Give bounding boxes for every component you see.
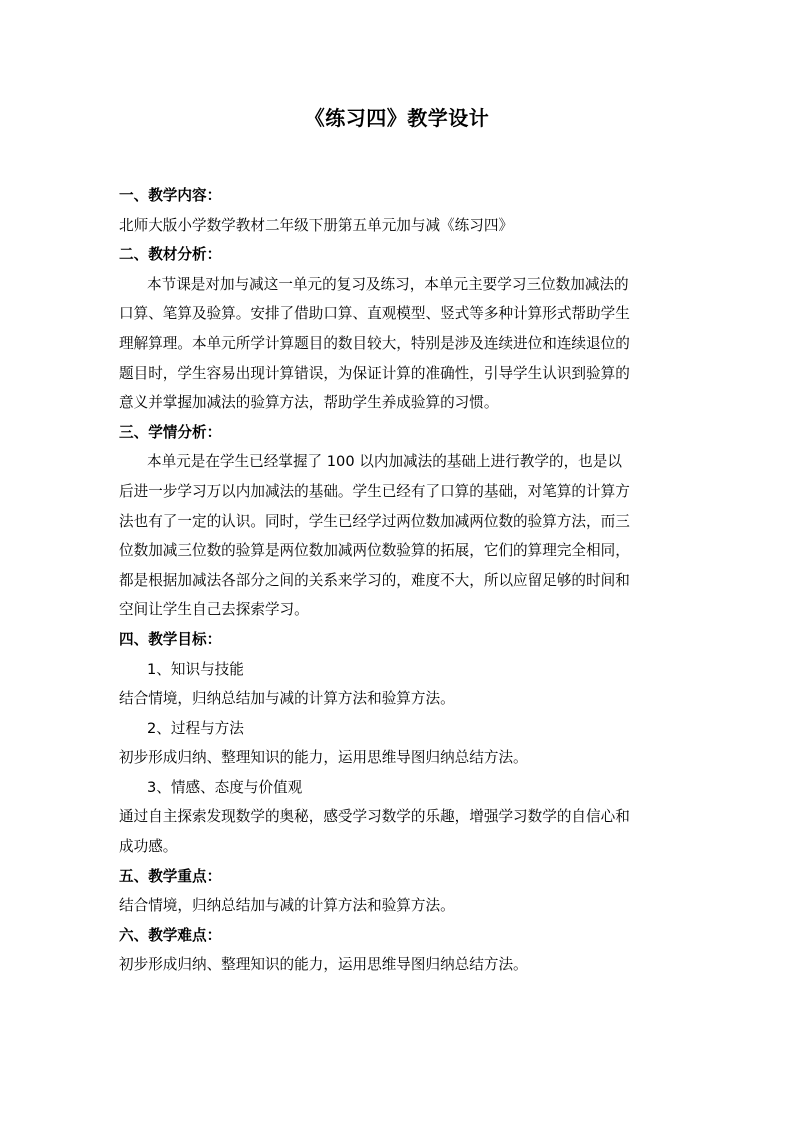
section-heading-objectives: 四、教学目标： [119, 630, 222, 648]
objective-subheading: 2、过程与方法 [147, 719, 244, 737]
document-body [119, 181, 679, 980]
objective-subheading: 1、知识与技能 [147, 660, 244, 678]
paragraph-line: 法也有了一定的认识。同时，学生已经学过两位数加减两位数的验算方法，而三 [119, 512, 630, 530]
paragraph-line: 空间让学生自己去探索学习。 [119, 601, 309, 619]
paragraph-line: 本单元是在学生已经掌握了 100 以内加减法的基础上进行教学的，也是以 [147, 453, 622, 471]
paragraph-line: 题目时，学生容易出现计算错误，为保证计算的准确性，引导学生认识到验算的 [119, 364, 630, 382]
paragraph-line: 后进一步学习万以内加减法的基础。学生已经有了口算的基础，对笔算的计算方 [119, 482, 630, 500]
section-heading-difficulties: 六、教学难点： [119, 926, 222, 944]
paragraph-line: 北师大版小学数学教材二年级下册第五单元加与减《练习四》 [119, 216, 514, 234]
paragraph-line: 意义并掌握加减法的验算方法，帮助学生养成验算的习惯。 [119, 394, 499, 412]
paragraph-line: 结合情境，归纳总结加与减的计算方法和验算方法。 [119, 897, 455, 915]
paragraph-line: 成功感。 [119, 838, 178, 856]
paragraph-line: 初步形成归纳、整理知识的能力，运用思维导图归纳总结方法。 [119, 956, 528, 974]
section-heading-key-points: 五、教学重点： [119, 867, 222, 885]
document-title: 《练习四》教学设计 [304, 106, 490, 130]
paragraph-line: 初步形成归纳、整理知识的能力，运用思维导图归纳总结方法。 [119, 749, 528, 767]
section-heading-content: 一、教学内容： [119, 187, 222, 204]
paragraph-line: 口算、笔算及验算。安排了借助口算、直观模型、竖式等多种计算形式帮助学生 [119, 305, 630, 323]
paragraph-line: 都是根据加减法各部分之间的关系来学习的，难度不大，所以应留足够的时间和 [119, 571, 630, 589]
paragraph-line: 通过自主探索发现数学的奥秘，感受学习数学的乐趣，增强学习数学的自信心和 [119, 808, 630, 826]
paragraph-line: 本节课是对加与减这一单元的复习及练习，本单元主要学习三位数加减法的 [147, 275, 629, 293]
paragraph-line: 理解算理。本单元所学计算题目的数目较大，特别是涉及连续进位和连续退位的 [119, 334, 630, 352]
objective-subheading: 3、情感、态度与价值观 [147, 778, 303, 796]
section-heading-student-analysis: 三、学情分析： [119, 423, 222, 441]
section-heading-textbook-analysis: 二、教材分析： [119, 246, 222, 264]
paragraph-line: 结合情境，归纳总结加与减的计算方法和验算方法。 [119, 690, 455, 708]
paragraph-line: 位数加减三位数的验算是两位数加减两位数验算的拓展，它们的算理完全相同， [119, 542, 630, 560]
